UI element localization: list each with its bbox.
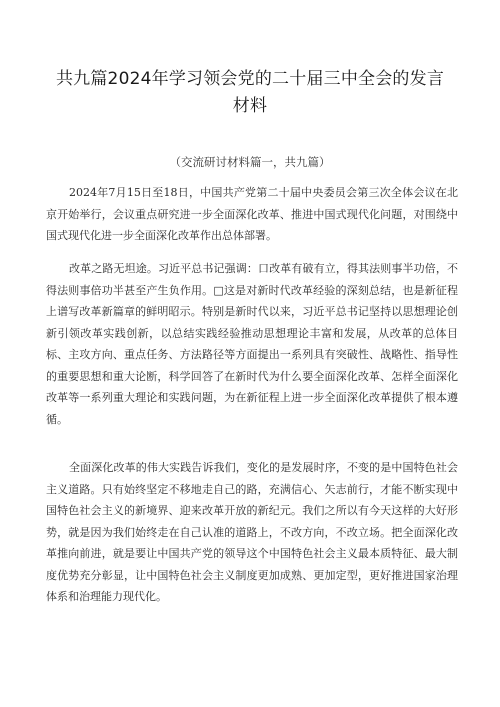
document-subtitle: （交流研讨材料篇一，共九篇） — [169, 155, 331, 169]
paragraph-2: 改革之路无坦途。习近平总书记强调：口改革有破有立，得其法则事半功倍，不得法则事倍功半甚至产生负作用。□这是对新时代改革经验的深刻总结，也是新征程上谱写改革新篇章的鲜明昭示。特别是新时代以来，习近平总书记坚持以思想理论创新引领改革实践创新，以总结实践经验推动思想理论丰富和发展，从改革的总体目标、主攻方向、重点任务、方法路径等方面提出一系列具有突破性、战略性、指导性的重要思想和重大论断，科学回答了在新时代为什么要全面深化改革、怎样全面深化改革等一系列重大理论和实践问题，为在新征程上进一步全面深化改革提供了根本遵循。 — [46, 262, 458, 426]
document-title: 共九篇2024年学习领会党的二十届三中全会的发言材料 — [55, 69, 445, 116]
paragraph-3: 全面深化改革的伟大实践告诉我们，变化的是发展时序，不变的是中国特色社会主义道路。只有始终坚定不移地走自己的路，充满信心、矢志前行，才能不断实现中国特色社会主义的新境界、迎来改革开放的新纪元。我们之所以有今天这样的大好形势，就是因为我们始终走在自己认准的道路上，不改方向，不改立场。把全面深化改革推向前进，就是要让中国共产党的领导这个中国特色社会主义最本质特征、最大制度优势充分彰显，让中国特色社会主义制度更加成熟、更加定型，更好推进国家治理体系和治理能力现代化。 — [46, 461, 458, 603]
paragraph-1: 2024年7月15日至18日，中国共产党第二十届中央委员会第三次全体会议在北京开始举行，会议重点研究进一步全面深化改革、推进中国式现代化问题，对围绕中国式现代化进一步全面深化改革作出总体部署。 — [46, 186, 458, 242]
